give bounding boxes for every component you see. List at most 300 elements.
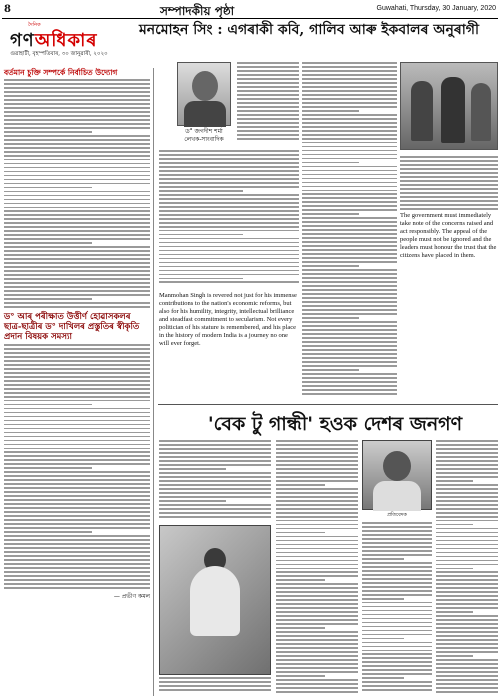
text-line [302, 285, 397, 287]
text-line [302, 174, 397, 176]
text-line [436, 528, 498, 530]
text-line [302, 122, 397, 124]
text-line [4, 199, 150, 201]
text-line [237, 106, 299, 108]
text-line [276, 544, 358, 546]
middle-article [159, 62, 299, 402]
article-column-2 [302, 62, 397, 402]
text-line [302, 233, 397, 235]
text-line [4, 306, 150, 308]
text-line [4, 531, 92, 533]
article2-heading: ড° আৰ্ পৰীক্ষাত উত্তীৰ্ণ হোৱাসকলৰ ছাত্ৰ-ছাত্ৰীৰ ড° দাখিলৰ প্ৰস্তুতিৰ স্বীকৃতি প্ৰদান বিষয়ক সমস্যা [4, 311, 140, 342]
section-title: সম্পাদকীয় পৃষ্ঠা [160, 4, 235, 18]
text-line [4, 344, 150, 346]
text-line [159, 484, 271, 486]
text-line [4, 368, 150, 370]
text-line [302, 305, 397, 307]
text-line [4, 400, 150, 402]
text-line [436, 532, 498, 534]
text-line [302, 297, 397, 299]
text-line [302, 249, 397, 251]
text-line [4, 412, 150, 414]
text-line [436, 548, 498, 550]
text-line [237, 122, 299, 124]
text-line [4, 298, 92, 300]
text-line [276, 472, 358, 474]
text-line [302, 114, 397, 116]
text-line [276, 603, 358, 605]
bottom-column-3-text [362, 522, 432, 693]
text-line [276, 468, 358, 470]
text-line [436, 679, 498, 681]
bottom-column-1 [159, 440, 271, 520]
gandhi-caption [159, 677, 271, 697]
text-line [4, 440, 150, 442]
text-line [276, 536, 358, 538]
text-line [362, 653, 432, 655]
text-line [302, 213, 359, 215]
text-line [159, 242, 299, 244]
text-line [276, 675, 325, 677]
text-line [302, 98, 397, 100]
text-line [400, 200, 498, 202]
text-line [302, 138, 397, 140]
text-line [400, 184, 498, 186]
text-line [276, 500, 358, 502]
text-line [400, 204, 498, 206]
text-line [276, 456, 358, 458]
bottom-headline: 'বেক টু গান্ধী' হওক দেশৰ জনগণ [207, 413, 463, 435]
text-line [362, 626, 432, 628]
text-line [4, 364, 150, 366]
text-line [237, 70, 299, 72]
text-line [400, 196, 498, 198]
text-line [159, 190, 243, 192]
text-line [302, 102, 397, 104]
text-line [276, 627, 325, 629]
text-line [4, 171, 150, 173]
text-line [302, 261, 397, 263]
text-line [4, 262, 150, 264]
text-line [4, 179, 150, 181]
text-line [159, 512, 271, 514]
text-line [436, 587, 498, 589]
text-line [362, 685, 432, 687]
text-line [159, 162, 299, 164]
text-line [302, 106, 397, 108]
text-line [276, 611, 358, 613]
author-byline [169, 128, 239, 143]
photo-person-2 [441, 77, 465, 143]
text-line [400, 168, 498, 170]
text-line [237, 130, 299, 132]
text-line [4, 448, 150, 450]
text-line [362, 618, 432, 620]
text-line [400, 192, 498, 194]
text-line [276, 619, 358, 621]
text-line [436, 448, 498, 450]
text-line [4, 483, 150, 485]
text-line [276, 691, 358, 693]
text-line [436, 552, 498, 554]
article-text-main [159, 150, 299, 285]
text-line [302, 301, 397, 303]
text-line [362, 538, 432, 540]
text-line [159, 492, 271, 494]
text-line [4, 79, 150, 81]
text-line [237, 110, 299, 112]
english-excerpt: Manmohan Singh is revered not just for his immense contributions to the nation's economic reforms, but also for his humility, integrity, intellectual brilliance and steadfast commitment to secularism. Not every politician of his stature is remembered, and his place in the history of modern India is a journey no one will ever forget. [159, 292, 297, 347]
text-line [436, 655, 473, 657]
text-line [4, 302, 150, 304]
text-line [159, 685, 271, 687]
text-line [302, 313, 397, 315]
bottom-column-4 [436, 440, 498, 696]
text-line [436, 544, 498, 546]
text-line [276, 488, 358, 490]
author-name: ড° জগদীশ শৰ্মা [185, 128, 223, 135]
text-line [4, 270, 150, 272]
text-line [4, 360, 150, 362]
text-line [276, 687, 358, 689]
text-line [4, 487, 150, 489]
text-line [400, 172, 498, 174]
text-line [4, 278, 150, 280]
text-line [4, 408, 150, 410]
text-line [4, 479, 150, 481]
text-line [4, 258, 150, 260]
text-line [159, 186, 299, 188]
text-line [4, 242, 92, 244]
text-line [4, 579, 150, 581]
text-line [159, 500, 226, 502]
text-line [4, 290, 150, 292]
text-line [4, 230, 150, 232]
text-line [276, 512, 358, 514]
text-line [302, 245, 397, 247]
text-line [362, 550, 432, 552]
text-line [436, 564, 498, 566]
text-line [276, 671, 358, 673]
text-line [362, 657, 432, 659]
text-line [302, 66, 397, 68]
text-line [302, 353, 397, 355]
text-line [4, 294, 150, 296]
text-line [302, 317, 359, 319]
text-line [159, 262, 299, 264]
text-line [159, 182, 299, 184]
text-line [436, 464, 498, 466]
left-column [4, 68, 154, 696]
text-line [362, 681, 432, 683]
text-line [159, 222, 299, 224]
text-line [4, 404, 92, 406]
text-line [276, 615, 358, 617]
text-line [362, 554, 432, 556]
text-line [159, 202, 299, 204]
text-line [302, 389, 397, 391]
text-line [276, 492, 358, 494]
text-line [302, 277, 397, 279]
text-line [436, 452, 498, 454]
text-line [237, 82, 299, 84]
text-line [436, 468, 498, 470]
text-line [4, 563, 150, 565]
text-line [4, 135, 150, 137]
text-line [302, 178, 397, 180]
text-line [436, 603, 498, 605]
text-line [4, 286, 150, 288]
text-line [4, 511, 150, 513]
text-line [302, 341, 397, 343]
text-line [159, 480, 271, 482]
text-line [436, 675, 498, 677]
photo-person-3 [471, 83, 491, 141]
text-line [436, 627, 498, 629]
text-line [159, 218, 299, 220]
text-line [276, 480, 358, 482]
text-line [4, 571, 150, 573]
text-line [302, 86, 397, 88]
text-line [4, 559, 150, 561]
text-line [159, 278, 243, 280]
author-thumb-caption: প্ৰতিবেদক [387, 512, 407, 518]
text-line [4, 543, 150, 545]
text-line [276, 587, 358, 589]
text-line [237, 134, 299, 136]
text-line [276, 663, 358, 665]
text-line [4, 282, 150, 284]
text-line [4, 195, 150, 197]
text-line [436, 540, 498, 542]
text-line [436, 647, 498, 649]
text-line [276, 575, 358, 577]
text-line [4, 491, 150, 493]
text-line [436, 639, 498, 641]
text-line [362, 590, 432, 592]
text-line [4, 380, 150, 382]
masthead-tag: দৈনিক [28, 22, 41, 28]
text-line [302, 381, 397, 383]
right-english-excerpt: The government must immediately take note of the concerns raised and act responsibly. The appeal of the people must not be ignored and the leaders must honour the trust that the citizens have placed in them. [400, 212, 497, 259]
text-line [436, 440, 498, 442]
text-line [302, 182, 397, 184]
text-line [362, 665, 432, 667]
text-line [159, 166, 299, 168]
text-line [362, 622, 432, 624]
bottom-column-3 [362, 440, 432, 696]
text-line [4, 424, 150, 426]
text-line [362, 586, 432, 588]
text-line [302, 82, 397, 84]
text-line [276, 667, 358, 669]
text-line [276, 532, 325, 534]
text-line [4, 203, 150, 205]
text-line [302, 62, 397, 64]
text-line [362, 558, 404, 560]
text-line [276, 583, 358, 585]
text-line [276, 464, 358, 466]
text-line [362, 546, 432, 548]
text-line [4, 471, 150, 473]
text-line [436, 520, 498, 522]
text-line [159, 452, 271, 454]
text-line [4, 175, 150, 177]
thumb-body [373, 481, 421, 511]
text-line [276, 623, 358, 625]
text-line [436, 488, 498, 490]
text-line [302, 70, 397, 72]
text-line [159, 281, 299, 283]
article-column-3 [400, 62, 498, 402]
text-line [302, 197, 397, 199]
text-line [4, 187, 92, 189]
text-line [276, 452, 358, 454]
text-line [4, 463, 150, 465]
text-line [436, 508, 498, 510]
text-line [436, 512, 498, 514]
gandhi-figure [190, 566, 240, 636]
text-line [159, 496, 271, 498]
text-line [4, 111, 150, 113]
text-line [436, 595, 498, 597]
text-line [362, 614, 432, 616]
text-line [436, 516, 498, 518]
text-line [302, 369, 359, 371]
text-line [4, 392, 150, 394]
author-thumbnail [362, 440, 432, 510]
text-line [400, 188, 498, 190]
text-line [302, 205, 397, 207]
text-line [436, 575, 498, 577]
text-line [159, 270, 299, 272]
text-line [436, 480, 473, 482]
text-line [436, 504, 498, 506]
text-line [302, 265, 359, 267]
text-line [237, 114, 299, 116]
text-line [302, 170, 397, 172]
text-line [302, 333, 397, 335]
text-line [436, 599, 498, 601]
text-line [159, 234, 243, 236]
text-line [436, 683, 498, 685]
text-line [4, 356, 150, 358]
text-line [302, 201, 397, 203]
text-line [159, 194, 299, 196]
text-line [159, 472, 271, 474]
text-line [302, 289, 397, 291]
text-line [237, 118, 299, 120]
text-line [4, 459, 150, 461]
text-line [436, 444, 498, 446]
text-line [276, 508, 358, 510]
text-line [400, 180, 498, 182]
text-line [302, 74, 397, 76]
text-line [276, 528, 358, 530]
text-line [4, 348, 150, 350]
text-line [436, 524, 473, 526]
text-line [4, 535, 150, 537]
text-line [4, 143, 150, 145]
text-line [4, 352, 150, 354]
text-line [362, 646, 432, 648]
text-line [302, 229, 397, 231]
masthead-name-part2: অধিকাৰ [34, 30, 98, 51]
text-line [159, 238, 299, 240]
text-line [362, 582, 432, 584]
text-line [436, 583, 498, 585]
text-line [4, 218, 150, 220]
text-line [276, 599, 358, 601]
text-line [436, 556, 498, 558]
text-line [237, 90, 299, 92]
text-line [4, 451, 150, 453]
text-line [436, 671, 498, 673]
text-line [400, 156, 498, 158]
text-line [159, 274, 299, 276]
text-line [159, 226, 299, 228]
text-line [4, 499, 150, 501]
text-line [159, 504, 271, 506]
meeting-photo [400, 62, 498, 150]
text-line [276, 568, 358, 570]
text-line [436, 651, 498, 653]
text-line [436, 631, 498, 633]
text-line [159, 460, 271, 462]
text-line [276, 548, 358, 550]
text-line [362, 522, 432, 524]
text-line [4, 191, 150, 193]
article-signature: — প্ৰভীণ কমল [113, 592, 150, 600]
portrait-body [184, 101, 226, 127]
text-line [159, 198, 299, 200]
text-line [302, 217, 397, 219]
text-line [4, 575, 150, 577]
text-line [302, 365, 397, 367]
text-line [436, 643, 498, 645]
text-line [4, 416, 150, 418]
text-line [362, 630, 432, 632]
text-line [436, 635, 498, 637]
text-line [302, 221, 397, 223]
text-line [4, 475, 150, 477]
text-line [436, 492, 498, 494]
text-line [302, 241, 397, 243]
text-line [362, 594, 432, 596]
text-line [436, 571, 498, 573]
text-line [276, 552, 358, 554]
text-line [302, 162, 359, 164]
text-line [4, 503, 150, 505]
text-line [362, 673, 432, 675]
thumb-face [383, 451, 411, 481]
editorial-body [4, 79, 150, 308]
text-line [276, 631, 358, 633]
text-line [436, 536, 498, 538]
author-portrait [177, 62, 231, 126]
text-line [4, 436, 150, 438]
text-line [276, 683, 358, 685]
text-line [159, 508, 271, 510]
text-line [276, 484, 325, 486]
text-line [159, 476, 271, 478]
column-3-text [400, 156, 498, 212]
text-line [4, 547, 150, 549]
text-line [4, 467, 92, 469]
text-line [276, 643, 358, 645]
text-line [302, 325, 397, 327]
text-line [302, 126, 397, 128]
